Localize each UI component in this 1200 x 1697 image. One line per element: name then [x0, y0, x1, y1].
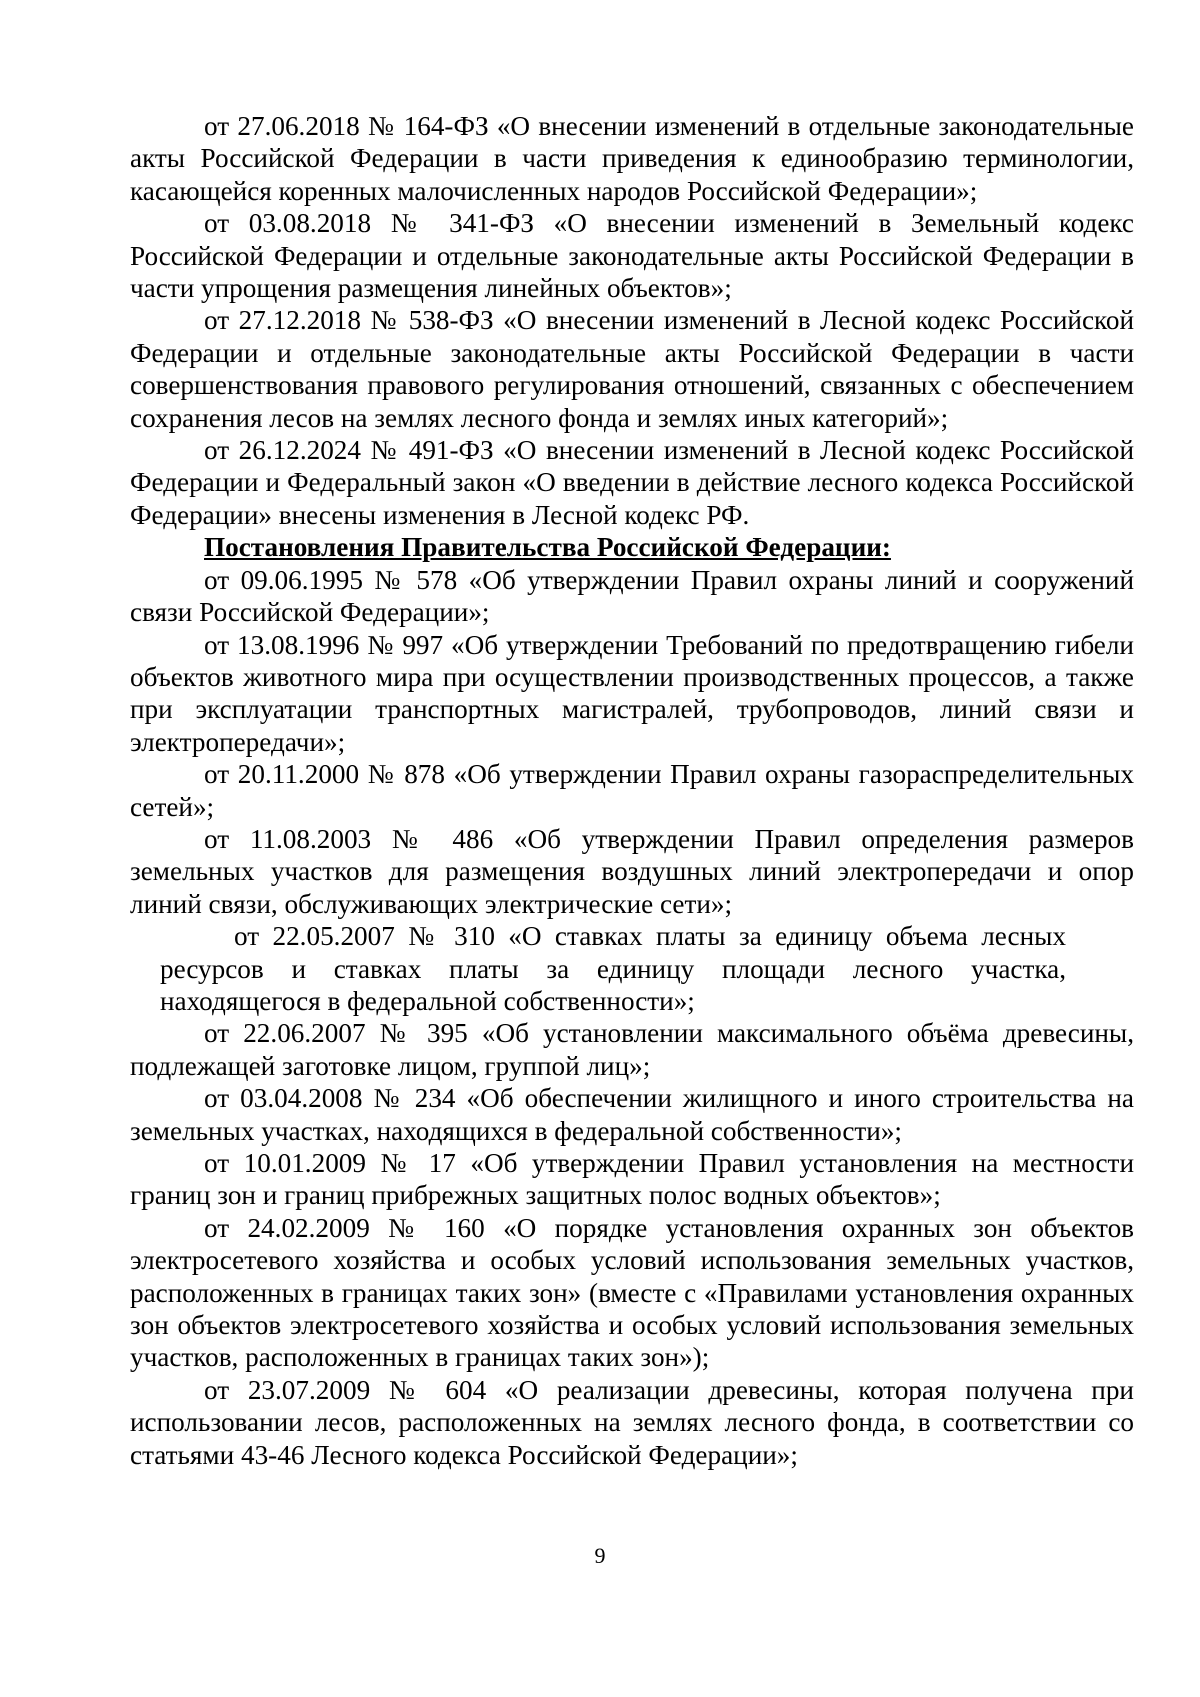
document-page [130, 110, 1134, 1471]
resolution-item-486: от 11.08.2003 № 486 «Об утверждении Правил определения размеров земельных участков для размещения воздушных линий электропередачи и опор линий связи, обслуживающих электрические сети»; [130, 823, 1134, 919]
page-number: 9 [594, 1543, 606, 1568]
law-item-341-fz: от 03.08.2018 № 341-ФЗ «О внесении изменений в Земельный кодекс Российской Федерации и отдельные законодательные акты Российской Федерации в части упрощения размещения линейных объектов»; [130, 208, 1134, 304]
law-item-538-fz: от 27.12.2018 № 538-ФЗ «О внесении изменений в Лесной кодекс Российской Федерации и отдельные законодательные акты Российской Федерации в части совершенствования правового регулирования отношений, связанных с обеспечением сохранения лесов на землях лесного фонда и землях иных категорий»; [130, 305, 1134, 433]
resolution-item-604: от 23.07.2009 № 604 «О реализации древесины, которая получена при использовании лесов, расположенных на землях лесного фонда, в соответствии со статьями 43-46 Лесного кодекса Российской Федерации»; [130, 1374, 1134, 1470]
law-item-164-fz: от 27.06.2018 № 164-ФЗ «О внесении изменений в отдельные законодательные акты Российской Федерации в части приведения к единообразию терминологии, касающейся коренных малочисленных народов Российской Федерации»; [130, 111, 1134, 206]
section-heading: Постановления Правительства Российской Федерации: [204, 532, 891, 563]
resolution-item-395: от 22.06.2007 № 395 «Об установлении максимального объёма древесины, подлежащей заготовке лицом, группой лиц»; [130, 1018, 1134, 1081]
resolution-item-234: от 03.04.2008 № 234 «Об обеспечении жилищного и иного строительства на земельных участках, находящихся в федеральной собственности»; [130, 1083, 1134, 1146]
law-item-491-fz: от 26.12.2024 № 491-ФЗ «О внесении изменений в Лесной кодекс Российской Федерации и Федеральный закон «О введении в действие лесного кодекса Российской Федерации» внесены изменения в Лесной кодекс РФ. [130, 435, 1134, 530]
resolution-item-997: от 13.08.1996 № 997 «Об утверждении Требований по предотвращению гибели объектов животного мира при осуществлении производственных процессов, а также при эксплуатации транспортных магистралей, трубопроводов, линий связи и электропередачи»; [130, 629, 1134, 757]
resolution-item-310: от 22.05.2007 № 310 «О ставках платы за единицу объема лесных ресурсов и ставках платы за единицу площади лесного участка, находящегося в федеральной собственности»; [160, 921, 1066, 1016]
resolution-item-578: от 09.06.1995 № 578 «Об утверждении Правил охраны линий и сооружений связи Российской Федерации»; [130, 564, 1134, 628]
resolution-item-878: от 20.11.2000 № 878 «Об утверждении Правил охраны газораспределительных сетей»; [130, 759, 1134, 822]
resolution-item-160: от 24.02.2009 № 160 «О порядке установления охранных зон объектов электросетевого хозяйства и особых условий использования земельных участков, расположенных в границах таких зон» (вместе с «Правилами установления охранных зон объектов электросетевого хозяйства и особых условий использования земельных участков, расположенных в границах таких зон»); [130, 1212, 1134, 1373]
resolution-item-17: от 10.01.2009 № 17 «Об утверждении Правил установления на местности границ зон и границ прибрежных защитных полос водных объектов»; [130, 1148, 1134, 1211]
